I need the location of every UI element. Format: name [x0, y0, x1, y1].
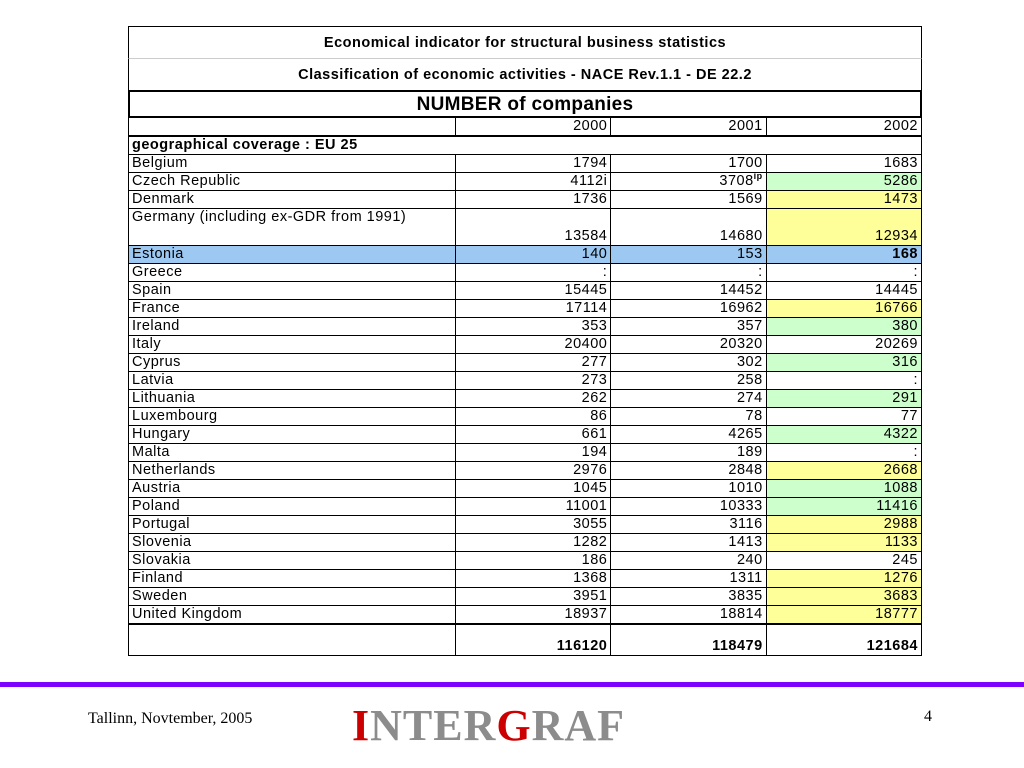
value-2002: 12934: [766, 209, 921, 246]
country-name: Lithuania: [129, 390, 456, 408]
value-2001: 1700: [611, 155, 766, 173]
year-2002-header: 2002: [766, 117, 921, 136]
value-2000: 661: [456, 426, 611, 444]
table-row: [129, 498, 922, 516]
table-row: [129, 300, 922, 318]
value-2000: 277: [456, 354, 611, 372]
value-2001: 302: [611, 354, 766, 372]
table-row: [129, 408, 922, 426]
country-name: Estonia: [129, 246, 456, 264]
table-row: [129, 606, 922, 625]
country-name: Greece: [129, 264, 456, 282]
coverage-label: geographical coverage : EU 25: [129, 136, 922, 155]
value-2001: 1311: [611, 570, 766, 588]
value-2000: 1045: [456, 480, 611, 498]
table-row: [129, 282, 922, 300]
value-2002: 18777: [766, 606, 921, 625]
year-2001-header: 2001: [611, 117, 766, 136]
table-row: [129, 390, 922, 408]
total-2000: 116120: [456, 624, 611, 656]
value-2001-flag: ip: [753, 171, 763, 182]
logo-letters-nter: NTER: [370, 701, 497, 750]
value-2001: 14680: [611, 209, 766, 246]
table-row: [129, 480, 922, 498]
country-name: Ireland: [129, 318, 456, 336]
country-name: Belgium: [129, 155, 456, 173]
value-2000: 353: [456, 318, 611, 336]
value-2000: 2976: [456, 462, 611, 480]
value-2002: 168: [766, 246, 921, 264]
value-2001: 274: [611, 390, 766, 408]
value-2001: [611, 173, 766, 191]
footer-divider: [0, 682, 1024, 687]
coverage-row: [129, 136, 922, 155]
country-name: Luxembourg: [129, 408, 456, 426]
footer-location-date: Tallinn, Novtember, 2005: [88, 710, 253, 727]
value-2002: 3683: [766, 588, 921, 606]
table-measure: NUMBER of companies: [128, 90, 922, 116]
value-2001: 1569: [611, 191, 766, 209]
value-2000: 17114: [456, 300, 611, 318]
value-2000: 186: [456, 552, 611, 570]
country-name: Italy: [129, 336, 456, 354]
country-name: Spain: [129, 282, 456, 300]
country-name: Austria: [129, 480, 456, 498]
value-2000: 11001: [456, 498, 611, 516]
value-2001: :: [611, 264, 766, 282]
table-row: [129, 173, 922, 191]
table-row: [129, 191, 922, 209]
value-2001: 357: [611, 318, 766, 336]
value-2000: 86: [456, 408, 611, 426]
value-2002: 4322: [766, 426, 921, 444]
value-2002: :: [766, 372, 921, 390]
value-2002: 11416: [766, 498, 921, 516]
totals-row: [129, 624, 922, 656]
value-2002: 1473: [766, 191, 921, 209]
country-name: Slovakia: [129, 552, 456, 570]
country-name: United Kingdom: [129, 606, 456, 625]
year-header-empty: [129, 117, 456, 136]
table-row: [129, 372, 922, 390]
value-2002: 1276: [766, 570, 921, 588]
value-2002: 77: [766, 408, 921, 426]
table-row: [129, 336, 922, 354]
value-2002: 1133: [766, 534, 921, 552]
value-2002: 2668: [766, 462, 921, 480]
country-name: Finland: [129, 570, 456, 588]
value-2001: 189: [611, 444, 766, 462]
logo-letter-g: G: [496, 701, 532, 750]
value-2002: :: [766, 264, 921, 282]
value-2001: 240: [611, 552, 766, 570]
value-2002: 316: [766, 354, 921, 372]
country-name: Sweden: [129, 588, 456, 606]
country-name: Latvia: [129, 372, 456, 390]
value-2002: 5286: [766, 173, 921, 191]
value-2001: 3116: [611, 516, 766, 534]
value-2002: 291: [766, 390, 921, 408]
country-name: Netherlands: [129, 462, 456, 480]
country-name: Denmark: [129, 191, 456, 209]
value-2001: 16962: [611, 300, 766, 318]
value-2001: 258: [611, 372, 766, 390]
country-name: Hungary: [129, 426, 456, 444]
intergraf-logo: [352, 700, 625, 751]
year-2000-header: 2000: [456, 117, 611, 136]
value-2001: 4265: [611, 426, 766, 444]
value-2001: 14452: [611, 282, 766, 300]
value-2000: 18937: [456, 606, 611, 625]
companies-table: [128, 116, 922, 656]
value-2000: 20400: [456, 336, 611, 354]
value-2001: 1413: [611, 534, 766, 552]
country-name: Malta: [129, 444, 456, 462]
value-2000: 4112i: [456, 173, 611, 191]
table-row: [129, 570, 922, 588]
country-name: Cyprus: [129, 354, 456, 372]
value-2002: 1088: [766, 480, 921, 498]
value-2000: 1282: [456, 534, 611, 552]
value-2000: 15445: [456, 282, 611, 300]
table-row: [129, 516, 922, 534]
total-2002: 121684: [766, 624, 921, 656]
totals-label-empty: [129, 624, 456, 656]
value-2000: :: [456, 264, 611, 282]
page-number: 4: [924, 708, 932, 725]
value-2002: 16766: [766, 300, 921, 318]
table-row: [129, 588, 922, 606]
table-title: Economical indicator for structural business statistics: [128, 26, 922, 58]
table-row: [129, 462, 922, 480]
table-row: [129, 264, 922, 282]
value-2001: 3835: [611, 588, 766, 606]
table-row: [129, 426, 922, 444]
table-row-estonia: [129, 246, 922, 264]
country-name: Poland: [129, 498, 456, 516]
value-2001: 1010: [611, 480, 766, 498]
value-2001: 10333: [611, 498, 766, 516]
value-2002: 2988: [766, 516, 921, 534]
table-classification: Classification of economic activities - NACE Rev.1.1 - DE 22.2: [128, 58, 922, 90]
value-2000: 262: [456, 390, 611, 408]
table-row: [129, 534, 922, 552]
logo-letters-raf: RAF: [531, 701, 626, 750]
table-row: [129, 209, 922, 246]
table-row: [129, 354, 922, 372]
value-2000: 1794: [456, 155, 611, 173]
value-2000: 194: [456, 444, 611, 462]
value-2001: 78: [611, 408, 766, 426]
value-2000: 3951: [456, 588, 611, 606]
country-name: Germany (including ex-GDR from 1991): [129, 209, 456, 246]
value-2001: 2848: [611, 462, 766, 480]
logo-letter-i: I: [352, 701, 371, 750]
table-row: [129, 552, 922, 570]
value-2001-number: 3708: [719, 173, 754, 189]
value-2000: 273: [456, 372, 611, 390]
value-2002: 380: [766, 318, 921, 336]
value-2000: 13584: [456, 209, 611, 246]
value-2000: 1368: [456, 570, 611, 588]
statistics-table-sheet: [128, 26, 922, 656]
value-2000: 1736: [456, 191, 611, 209]
value-2001: 18814: [611, 606, 766, 625]
year-header-row: [129, 117, 922, 136]
value-2002: :: [766, 444, 921, 462]
country-name: Slovenia: [129, 534, 456, 552]
value-2002: 245: [766, 552, 921, 570]
value-2001: 153: [611, 246, 766, 264]
value-2001: 20320: [611, 336, 766, 354]
country-name: Czech Republic: [129, 173, 456, 191]
table-row: [129, 318, 922, 336]
table-row: [129, 155, 922, 173]
value-2002: 14445: [766, 282, 921, 300]
total-2001: 118479: [611, 624, 766, 656]
country-name: France: [129, 300, 456, 318]
value-2002: 1683: [766, 155, 921, 173]
value-2002: 20269: [766, 336, 921, 354]
country-name: Portugal: [129, 516, 456, 534]
value-2000: 140: [456, 246, 611, 264]
table-row: [129, 444, 922, 462]
value-2000: 3055: [456, 516, 611, 534]
